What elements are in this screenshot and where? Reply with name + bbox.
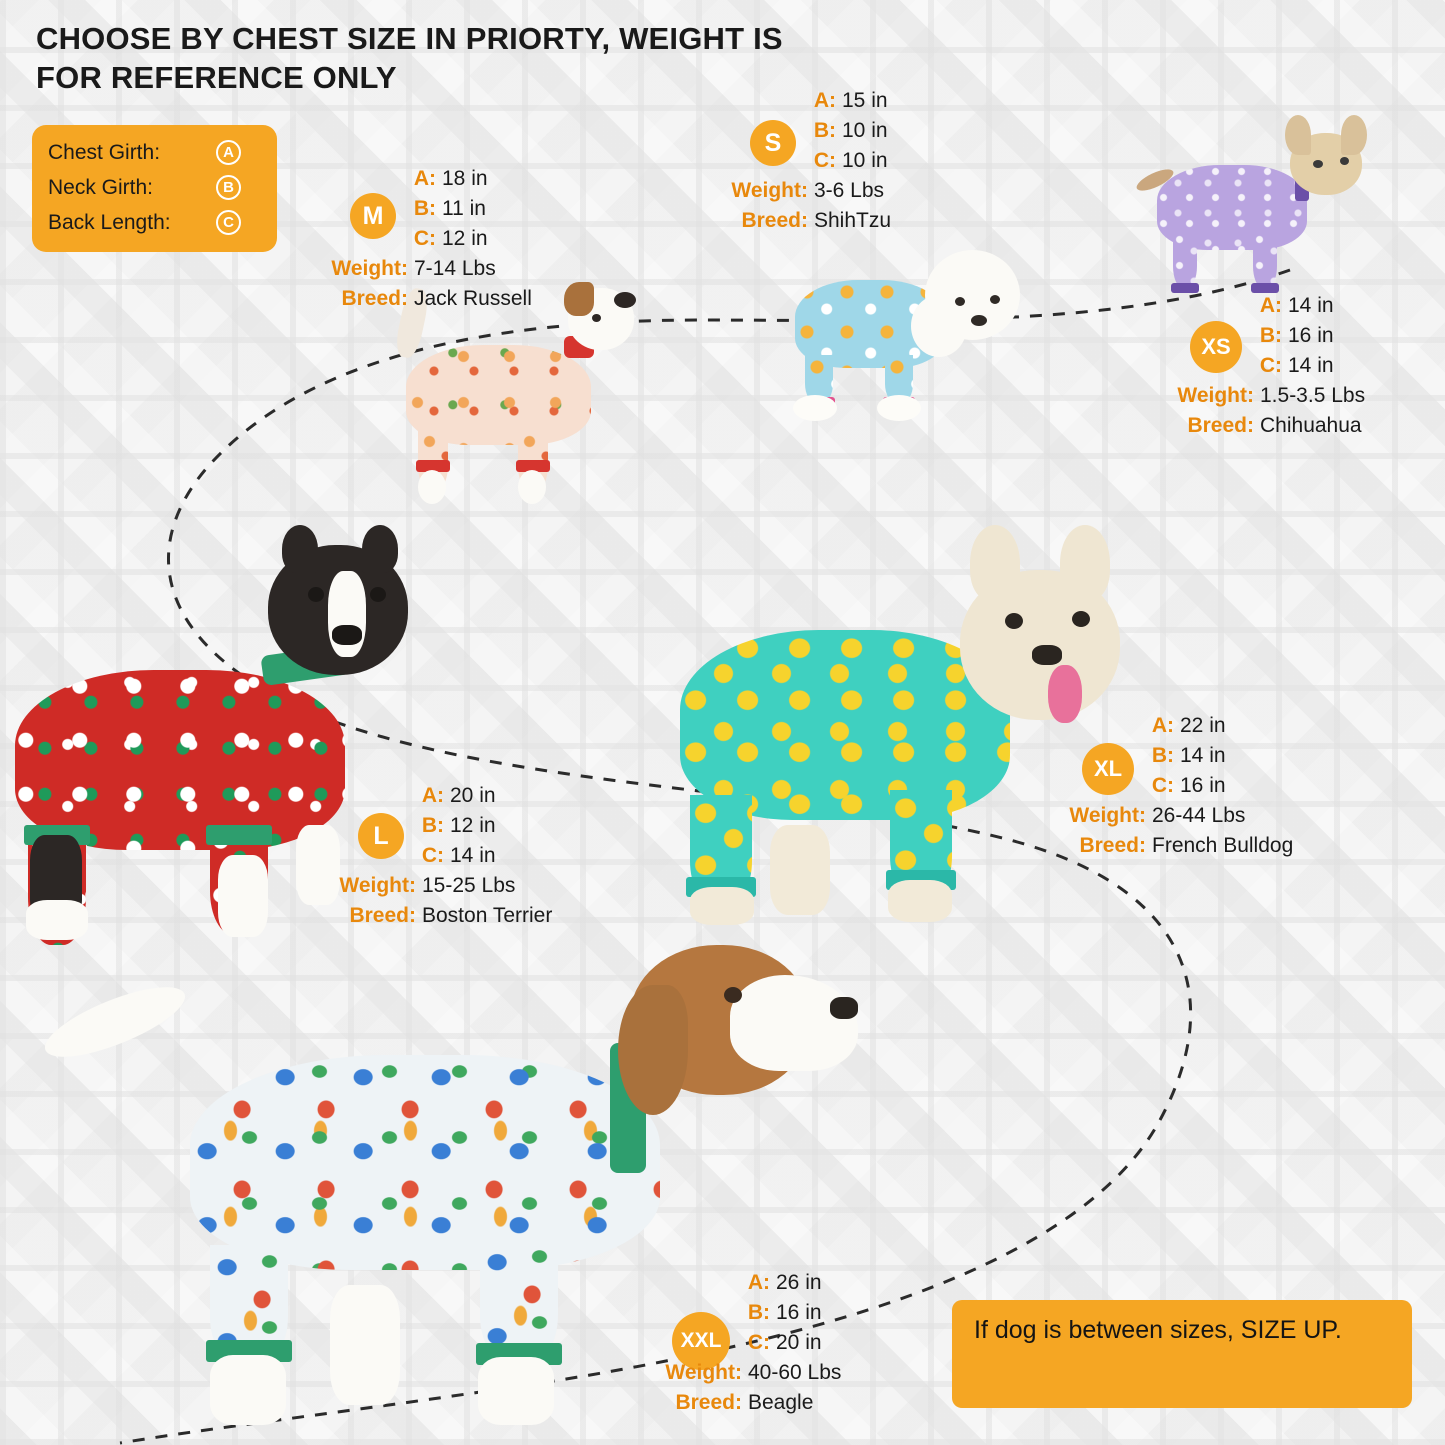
spec-b-xl xyxy=(1144,745,1293,775)
size-badge-l: L xyxy=(358,813,404,859)
spec-value-weight: 26-44 Lbs xyxy=(1152,804,1246,827)
size-up-note: If dog is between sizes, SIZE UP. xyxy=(952,1300,1412,1408)
legend-label-chest: Chest Girth: xyxy=(48,140,161,164)
spec-key-breed: Breed: xyxy=(1187,414,1254,437)
spec-a-s xyxy=(806,90,891,120)
spec-value-c: 10 in xyxy=(842,149,888,172)
spec-value-weight: 7-14 Lbs xyxy=(414,257,496,280)
spec-key-weight: Weight: xyxy=(339,874,416,897)
spec-value-b: 10 in xyxy=(842,119,888,142)
spec-key-breed: Breed: xyxy=(341,287,408,310)
legend-row-back xyxy=(48,205,263,240)
spec-c-xxl xyxy=(740,1332,841,1362)
spec-value-breed: Chihuahua xyxy=(1260,414,1362,437)
spec-c-l xyxy=(414,845,552,875)
spec-c-xs xyxy=(1252,355,1365,385)
spec-key-b: B: xyxy=(1151,744,1174,767)
spec-value-weight: 15-25 Lbs xyxy=(422,874,516,897)
spec-value-b: 16 in xyxy=(776,1301,822,1324)
size-specs-s xyxy=(731,89,892,240)
spec-a-xxl xyxy=(740,1272,841,1302)
spec-b-xxl xyxy=(740,1302,841,1332)
spec-a-m xyxy=(406,168,532,198)
legend-row-neck xyxy=(48,170,263,205)
spec-value-b: 11 in xyxy=(442,197,486,220)
spec-value-breed: Beagle xyxy=(748,1391,814,1414)
spec-key-breed: Breed: xyxy=(1079,834,1146,857)
spec-value-b: 14 in xyxy=(1180,744,1226,767)
spec-value-b: 16 in xyxy=(1288,324,1334,347)
spec-weight-l xyxy=(320,875,552,905)
spec-c-s xyxy=(806,150,891,180)
spec-key-c: C: xyxy=(1151,774,1174,797)
spec-key-c: C: xyxy=(747,1331,770,1354)
spec-b-l xyxy=(414,815,552,845)
spec-b-xs xyxy=(1252,325,1365,355)
spec-breed-l xyxy=(320,905,552,935)
spec-value-breed: Boston Terrier xyxy=(422,904,553,927)
spec-key-a: A: xyxy=(1259,294,1282,317)
size-badge-m: M xyxy=(350,193,396,239)
spec-breed-s xyxy=(712,210,891,240)
spec-breed-xl xyxy=(1050,835,1293,865)
spec-value-a: 18 in xyxy=(442,167,488,190)
spec-key-breed: Breed: xyxy=(349,904,416,927)
spec-value-c: 16 in xyxy=(1180,774,1226,797)
spec-value-a: 14 in xyxy=(1288,294,1334,317)
spec-value-a: 15 in xyxy=(842,89,888,112)
size-badge-xxl: XXL xyxy=(672,1312,730,1370)
spec-value-breed: ShihTzu xyxy=(814,209,892,232)
spec-key-a: A: xyxy=(747,1271,770,1294)
size-specs-l xyxy=(339,784,553,935)
spec-key-b: B: xyxy=(421,814,444,837)
spec-value-c: 20 in xyxy=(776,1331,822,1354)
spec-value-breed: Jack Russell xyxy=(414,287,532,310)
spec-value-c: 14 in xyxy=(1288,354,1334,377)
size-badge-s: S xyxy=(750,120,796,166)
spec-key-weight: Weight: xyxy=(1069,804,1146,827)
spec-value-weight: 3-6 Lbs xyxy=(814,179,885,202)
spec-b-s xyxy=(806,120,891,150)
spec-key-b: B: xyxy=(813,119,836,142)
legend-row-chest xyxy=(48,135,263,170)
spec-key-weight: Weight: xyxy=(665,1361,742,1384)
spec-key-c: C: xyxy=(421,844,444,867)
legend-label-neck: Neck Girth: xyxy=(48,175,154,199)
spec-breed-m xyxy=(312,288,532,318)
spec-key-breed: Breed: xyxy=(741,209,808,232)
spec-c-m xyxy=(406,228,532,258)
spec-value-b: 12 in xyxy=(450,814,496,837)
legend-box xyxy=(32,125,277,252)
size-specs-m xyxy=(331,167,532,318)
spec-key-b: B: xyxy=(1259,324,1282,347)
spec-key-c: C: xyxy=(1259,354,1282,377)
page-title: CHOOSE BY CHEST SIZE IN PRIORTY, WEIGHT IS FOR REFERENCE ONLY xyxy=(36,21,783,95)
spec-weight-m xyxy=(312,258,532,288)
spec-key-b: B: xyxy=(413,197,436,220)
spec-value-c: 14 in xyxy=(450,844,496,867)
spec-value-a: 26 in xyxy=(776,1271,822,1294)
spec-key-weight: Weight: xyxy=(731,179,808,202)
spec-key-weight: Weight: xyxy=(1177,384,1254,407)
spec-key-a: A: xyxy=(413,167,436,190)
dog-photo-french-bulldog xyxy=(660,525,1130,935)
spec-key-c: C: xyxy=(813,149,836,172)
dog-photo-shihtzu xyxy=(785,235,1015,420)
spec-weight-s xyxy=(712,180,891,210)
spec-a-l xyxy=(414,785,552,815)
spec-b-m xyxy=(406,198,532,228)
spec-value-breed: French Bulldog xyxy=(1152,834,1294,857)
spec-value-a: 20 in xyxy=(450,784,496,807)
spec-key-a: A: xyxy=(1151,714,1174,737)
spec-value-weight: 1.5-3.5 Lbs xyxy=(1260,384,1366,407)
spec-a-xl xyxy=(1144,715,1293,745)
spec-breed-xs xyxy=(1158,415,1365,445)
legend-badge-c: C xyxy=(216,210,241,235)
size-badge-xs: XS xyxy=(1190,321,1242,373)
dog-photo-beagle xyxy=(30,915,860,1435)
spec-c-xl xyxy=(1144,775,1293,805)
spec-value-c: 12 in xyxy=(442,227,488,250)
spec-key-weight: Weight: xyxy=(331,257,408,280)
spec-key-a: A: xyxy=(813,89,836,112)
spec-key-b: B: xyxy=(747,1301,770,1324)
spec-breed-xxl xyxy=(646,1392,841,1422)
size-badge-xl: XL xyxy=(1082,743,1134,795)
spec-value-a: 22 in xyxy=(1180,714,1226,737)
spec-weight-xl xyxy=(1050,805,1293,835)
legend-badge-a: A xyxy=(216,140,241,165)
spec-weight-xxl xyxy=(646,1362,841,1392)
spec-key-breed: Breed: xyxy=(675,1391,742,1414)
spec-value-weight: 40-60 Lbs xyxy=(748,1361,842,1384)
dog-photo-chihuahua xyxy=(1135,115,1370,300)
spec-a-xs xyxy=(1252,295,1365,325)
legend-badge-b: B xyxy=(216,175,241,200)
legend-label-back: Back Length: xyxy=(48,210,171,234)
spec-weight-xs xyxy=(1158,385,1365,415)
spec-key-c: C: xyxy=(413,227,436,250)
spec-key-a: A: xyxy=(421,784,444,807)
